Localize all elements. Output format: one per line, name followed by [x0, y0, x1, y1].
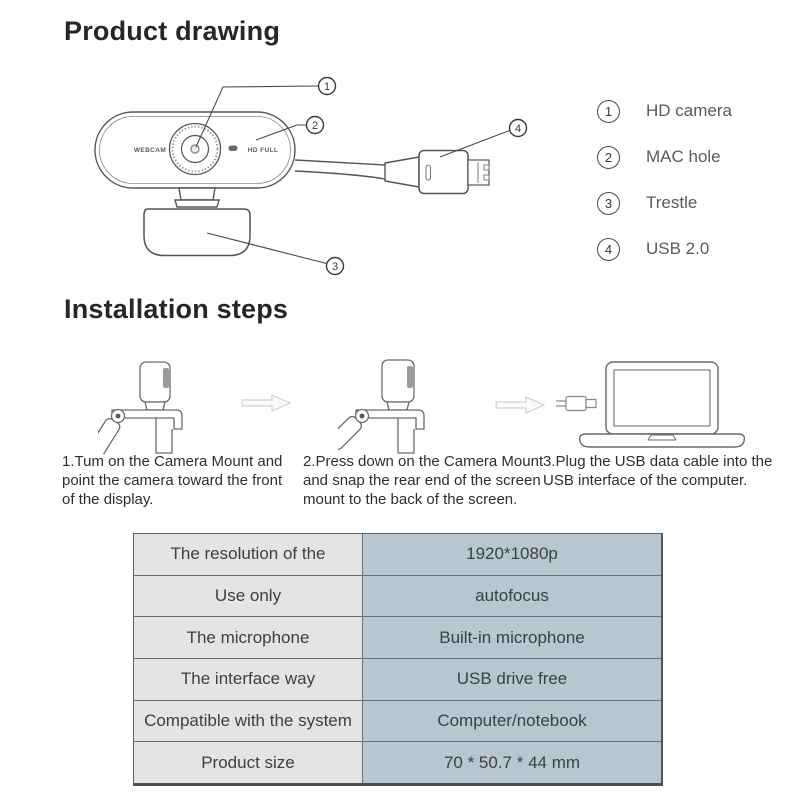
lens-center-dot [191, 145, 199, 153]
legend-item-mac-hole [597, 134, 787, 180]
usb-plug-cable [556, 401, 566, 406]
usb-tip-notch-2 [484, 175, 489, 180]
spec-label-compatible: Compatible with the system [134, 700, 363, 742]
installation-steps-title: Installation steps [64, 294, 289, 324]
step2-pivot-dot [360, 414, 365, 419]
step3-illustration [556, 360, 746, 455]
usb-plug-neck [385, 157, 419, 187]
spec-value-product-size: 70 * 50.7 * 44 mm [363, 741, 661, 783]
laptop-screen-inner [614, 370, 710, 426]
usb-plug-slot [426, 165, 431, 180]
webcam-product-drawing [60, 70, 620, 295]
trestle-base [144, 209, 250, 256]
callout-number-2: 2 [311, 120, 319, 132]
spec-value-compatible: Computer/notebook [363, 700, 661, 742]
step1-caption: 1.Tum on the Camera Mount and point the camera toward the front of the display. [62, 453, 283, 509]
step1-mount-post [156, 418, 172, 453]
step3-caption: 3.Plug the USB data cable into the USB interface of the computer. [543, 453, 773, 490]
spec-value-use-only: autofocus [363, 575, 661, 617]
usb-cable-bottom-line [295, 171, 385, 179]
usb-plug-small-body [566, 397, 586, 411]
legend-label-4: USB 2.0 [646, 239, 710, 258]
usb-plug-small [556, 397, 596, 411]
step1-illustration [98, 358, 223, 454]
usb-cable-top-line [295, 160, 385, 165]
page-title: Product drawing [64, 16, 281, 46]
step2-mount-post [398, 418, 414, 453]
webcam-neck [179, 188, 215, 200]
mic-hole-icon [229, 146, 238, 152]
spec-label-interface: The interface way [134, 658, 363, 700]
step1-camera-foot [145, 402, 165, 410]
legend-item-trestle [597, 180, 787, 226]
callout-number-1: 1 [323, 81, 331, 93]
spec-label-microphone: The microphone [134, 616, 363, 658]
arrow-right-icon [240, 392, 292, 414]
legend-circle-4: 4 [597, 238, 620, 261]
legend-label-3: Trestle [646, 193, 698, 212]
hd-full-label: HD FULL [247, 147, 279, 154]
step2-camera-side-panel [407, 366, 413, 388]
callout-number-3: 3 [331, 261, 339, 273]
callout-line-4 [440, 131, 510, 158]
arrow-shape [496, 397, 544, 413]
webcam-face-label: WEBCAM [133, 147, 167, 154]
legend-label-2: MAC hole [646, 147, 721, 166]
usb-tip-notch-1 [484, 165, 489, 170]
spec-table [133, 533, 663, 786]
callout-number-4: 4 [514, 123, 522, 135]
laptop-trackpad-notch [648, 435, 676, 440]
spec-value-interface: USB drive free [363, 658, 661, 700]
legend-circle-2: 2 [597, 146, 620, 169]
step2-illustration [338, 358, 463, 454]
usb-plug-small-tip [586, 400, 596, 408]
spec-label-resolution: The resolution of the [134, 534, 363, 575]
spec-value-resolution: 1920*1080p [363, 534, 661, 575]
legend-item-usb [597, 226, 787, 272]
webcam-neck-lip [175, 200, 219, 207]
webcam-body [95, 112, 489, 256]
callout-legend [597, 88, 787, 272]
arrow-right-icon [494, 394, 546, 416]
legend-circle-3: 3 [597, 192, 620, 215]
spec-label-use-only: Use only [134, 575, 363, 617]
spec-value-microphone: Built-in microphone [363, 616, 661, 658]
arrow-shape [242, 395, 290, 411]
legend-circle-1: 1 [597, 100, 620, 123]
legend-label-1: HD camera [646, 101, 732, 120]
spec-label-product-size: Product size [134, 741, 363, 783]
step2-caption: 2.Press down on the Camera Mount and snap the rear end of the screen mount to the back of the screen. [303, 453, 544, 509]
legend-item-hd-camera [597, 88, 787, 134]
step2-camera-foot [387, 402, 409, 410]
step1-pivot-dot [116, 414, 121, 419]
step1-camera-side-panel [163, 368, 169, 388]
